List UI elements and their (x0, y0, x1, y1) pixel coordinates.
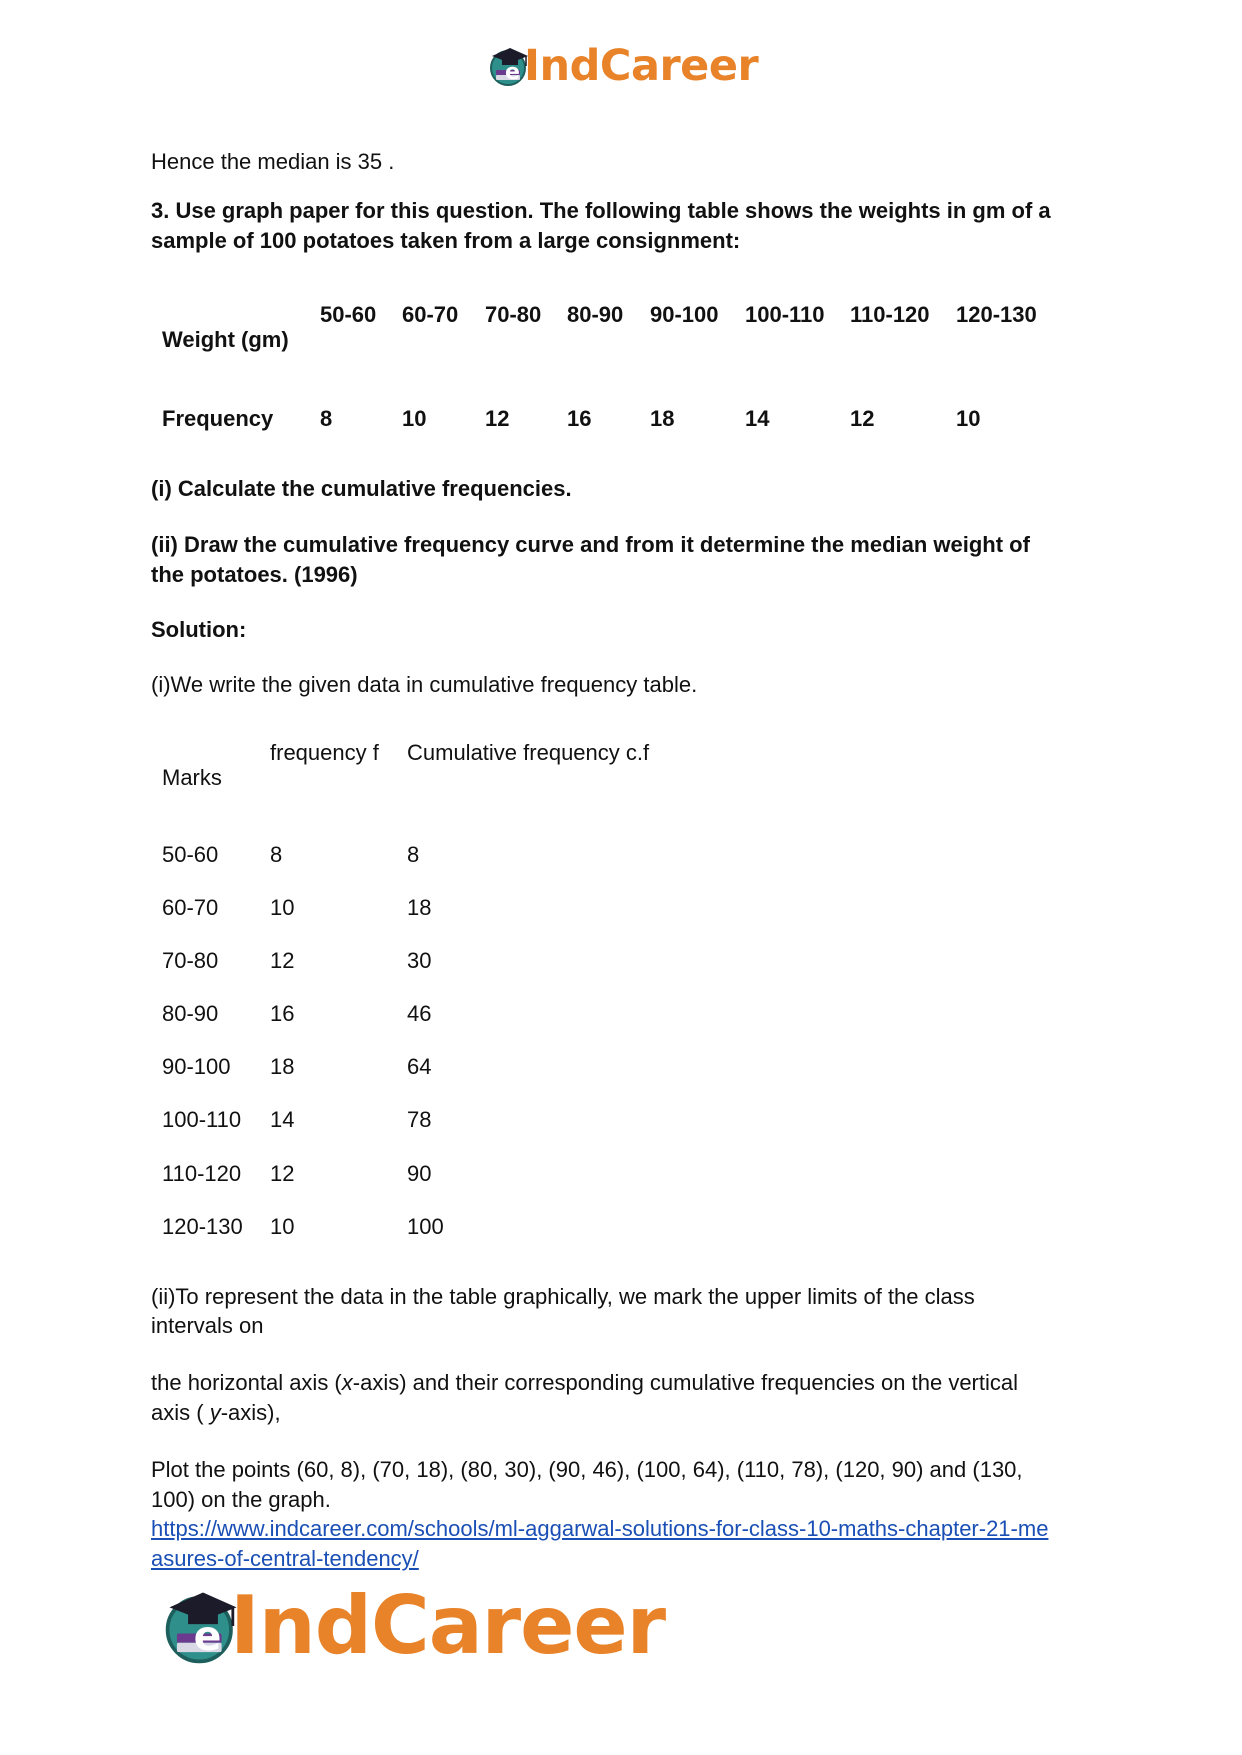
brand-name: IndCareer (230, 1578, 666, 1672)
cell-marks: 60-70 (162, 895, 219, 920)
cell-frequency: 18 (270, 1054, 295, 1079)
solution-label: Solution: (151, 617, 247, 642)
frequency-value: 12 (485, 406, 510, 431)
cell-frequency: 12 (270, 1161, 295, 1186)
axis-text: the horizontal axis ( (151, 1370, 342, 1395)
cell-frequency: 10 (270, 895, 295, 920)
header-marks: Marks (162, 765, 222, 790)
brand-name: IndCareer (524, 40, 759, 91)
cell-cumulative: 18 (407, 895, 432, 920)
interval-header: 80-90 (567, 302, 624, 327)
part-ii-solution-line-1: (ii)To represent the data in the table graphically, we mark the upper limits of the class (151, 1284, 975, 1309)
cell-cumulative: 90 (407, 1161, 432, 1186)
interval-header: 90-100 (650, 302, 719, 327)
cell-frequency: 16 (270, 1001, 295, 1026)
axis-text: axis ( (151, 1400, 210, 1425)
frequency-value: 10 (956, 406, 981, 431)
cell-marks: 90-100 (162, 1054, 231, 1079)
cell-cumulative: 30 (407, 948, 432, 973)
part-ii-question-line-2: the potatoes. (1996) (151, 562, 358, 587)
source-link-line-1[interactable]: https://www.indcareer.com/schools/ml-aggarwal-solutions-for-class-10-maths-chapter-21-me (151, 1516, 1049, 1541)
part-i-question: (i) Calculate the cumulative frequencies. (151, 476, 572, 501)
interval-header: 60-70 (402, 302, 459, 327)
cell-frequency: 8 (270, 842, 283, 867)
x-variable: x (341, 1370, 353, 1395)
cell-frequency: 14 (270, 1107, 295, 1132)
cell-cumulative: 100 (407, 1214, 444, 1239)
interval-header: 50-60 (320, 302, 377, 327)
weight-row-label: Weight (gm) (162, 327, 289, 352)
cell-cumulative: 8 (407, 842, 420, 867)
axis-description-line-1 (151, 1368, 1101, 1398)
y-variable: y (209, 1400, 221, 1425)
cell-cumulative: 64 (407, 1054, 432, 1079)
frequency-value: 12 (850, 406, 875, 431)
svg-text:e: e (505, 60, 520, 85)
header-cumulative-frequency: Cumulative frequency c.f (407, 740, 650, 765)
axis-description-line-2 (151, 1398, 1101, 1428)
frequency-row-label: Frequency (162, 406, 274, 431)
cell-frequency: 12 (270, 948, 295, 973)
cell-cumulative: 78 (407, 1107, 432, 1132)
plot-points-line-1: Plot the points (60, 8), (70, 18), (80, 30), (90, 46), (100, 64), (110, 78), (120, 90) and (130, (151, 1457, 1023, 1482)
median-result: Hence the median is 35 . (151, 149, 395, 174)
frequency-value: 10 (402, 406, 427, 431)
footer-logo (162, 1578, 665, 1673)
frequency-value: 16 (567, 406, 592, 431)
cell-cumulative: 46 (407, 1001, 432, 1026)
question-line-1: 3. Use graph paper for this question. The following table shows the weights in gm of a (151, 198, 1051, 223)
cell-marks: 120-130 (162, 1214, 243, 1239)
part-ii-solution-line-2: intervals on (151, 1313, 264, 1338)
cell-marks: 110-120 (162, 1161, 242, 1186)
source-link-line-2[interactable]: asures-of-central-tendency/ (151, 1546, 419, 1571)
question-line-2: sample of 100 potatoes taken from a large consignment: (151, 228, 741, 253)
part-ii-question-line-1: (ii) Draw the cumulative frequency curve and from it determine the median weight of (151, 532, 1030, 557)
plot-points-line-2: 100) on the graph. (151, 1487, 331, 1512)
interval-header: 100-110 (745, 302, 825, 327)
solution-intro: (i)We write the given data in cumulative frequency table. (151, 672, 698, 697)
cell-marks: 80-90 (162, 1001, 219, 1026)
interval-header: 110-120 (850, 302, 930, 327)
frequency-value: 14 (745, 406, 770, 431)
interval-header: 120-130 (956, 302, 1037, 327)
header-frequency: frequency f (270, 740, 379, 765)
svg-text:e: e (193, 1611, 222, 1660)
cell-frequency: 10 (270, 1214, 295, 1239)
header-logo (488, 40, 758, 92)
frequency-value: 18 (650, 406, 675, 431)
axis-text: -axis), (220, 1400, 281, 1425)
cell-marks: 70-80 (162, 948, 219, 973)
frequency-value: 8 (320, 406, 333, 431)
axis-text: -axis) and their corresponding cumulative frequencies on the vertical (352, 1370, 1018, 1395)
cell-marks: 100-110 (162, 1107, 242, 1132)
cell-marks: 50-60 (162, 842, 219, 867)
interval-header: 70-80 (485, 302, 542, 327)
